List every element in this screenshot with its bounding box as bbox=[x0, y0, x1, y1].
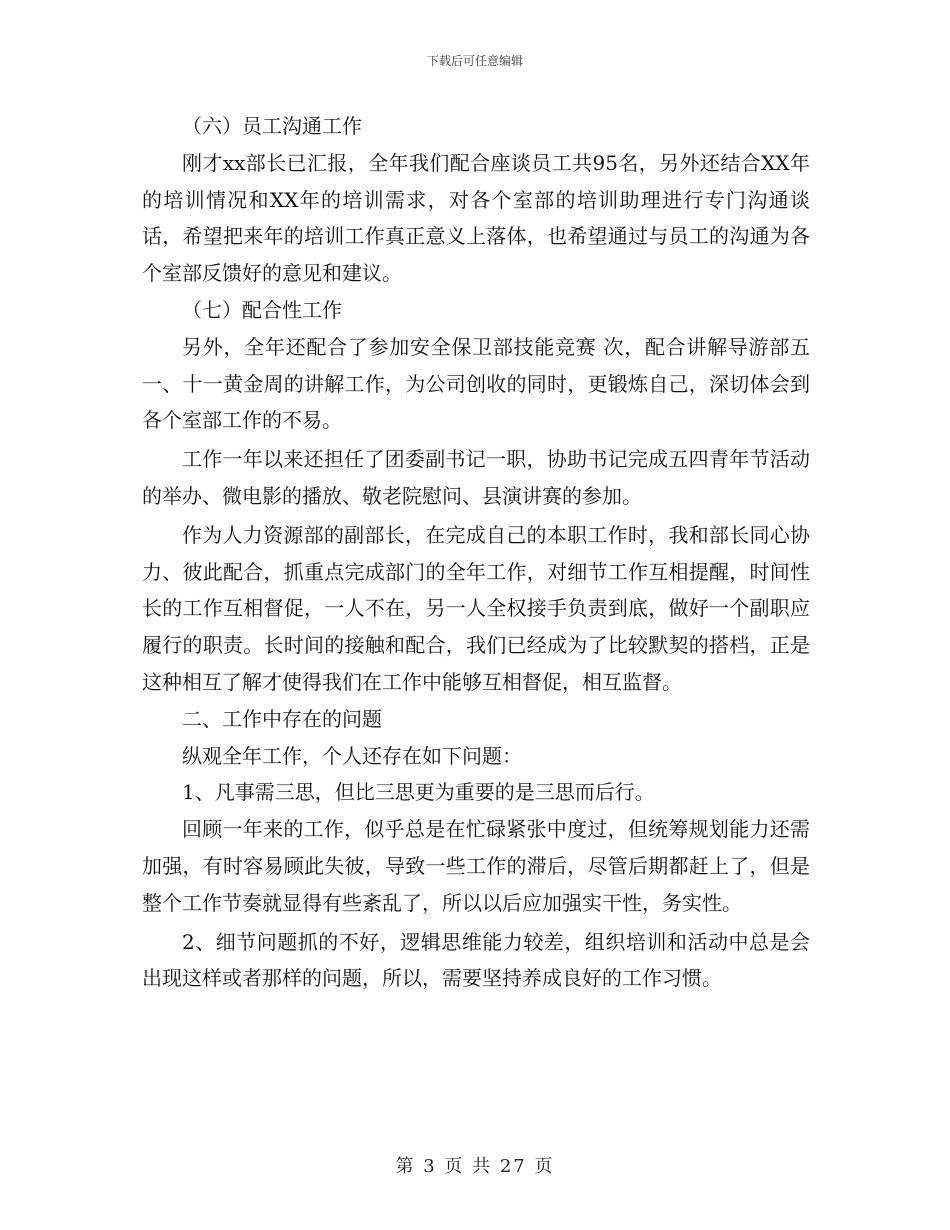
page-footer: 第 3 页 共 27 页 bbox=[395, 1156, 555, 1177]
section-heading-problems: 二、工作中存在的问题 bbox=[182, 706, 382, 731]
paragraph-youth-league: 工作一年以来还担任了团委副书记一职，协助书记完成五四青年节活动的举办、微电影的播放、敬老院慰问、县演讲赛的参加。 bbox=[142, 447, 810, 508]
paragraph-employee-communication: 刚才xx部长已汇报，全年我们配合座谈员工共95名，另外还结合XX年的培训情况和XX年的培训需求，对各个室部的培训助理进行专门沟通谈话，希望把来年的培训工作真正意义上落体，也希望通过与员工的沟通为各个室部反馈好的意见和建议。 bbox=[142, 150, 810, 286]
paragraph-problem-1-title: 1、凡事需三思，但比三思更为重要的是三思而后行。 bbox=[182, 780, 655, 805]
paragraph-problem-1-detail: 回顾一年来的工作，似乎总是在忙碌紧张中度过，但统筹规划能力还需加强，有时容易顾此失彼，导致一些工作的滞后，尽管后期都赶上了，但是整个工作节奏就显得有些紊乱了，所以以后应加强实干性，务实性。 bbox=[142, 817, 810, 915]
paragraph-problem-2: 2、细节问题抓的不好，逻辑思维能力较差，组织培训和活动中总是会出现这样或者那样的问题，所以，需要坚持养成良好的工作习惯。 bbox=[142, 929, 810, 991]
paragraph-deputy-director: 作为人力资源部的副部长，在完成自己的本职工作时，我和部长同心协力、彼此配合，抓重点完成部门的全年工作，对细节工作互相提醒，时间性长的工作互相督促，一人不在，另一人全权接手负责到底，做好一个副职应履行的职责。长时间的接触和配合，我们已经成为了比较默契的搭档，正是这种相互了解才使得我们在工作中能够互相督促，相互监督。 bbox=[142, 522, 810, 694]
section-heading-cooperative-work: （七）配合性工作 bbox=[182, 297, 342, 322]
document-body bbox=[142, 108, 810, 997]
paragraph-cooperative-work: 另外，全年还配合了参加安全保卫部技能竞赛 次，配合讲解导游部五一、十一黄金周的讲解工作，为公司创收的同时，更锻炼自己，深切体会到各个室部工作的不易。 bbox=[142, 334, 810, 433]
section-heading-employee-communication: （六）员工沟通工作 bbox=[182, 114, 362, 138]
page-header: 下载后可任意编辑 bbox=[426, 54, 523, 68]
paragraph-problems-intro: 纵观全年工作，个人还存在如下问题： bbox=[182, 743, 522, 768]
